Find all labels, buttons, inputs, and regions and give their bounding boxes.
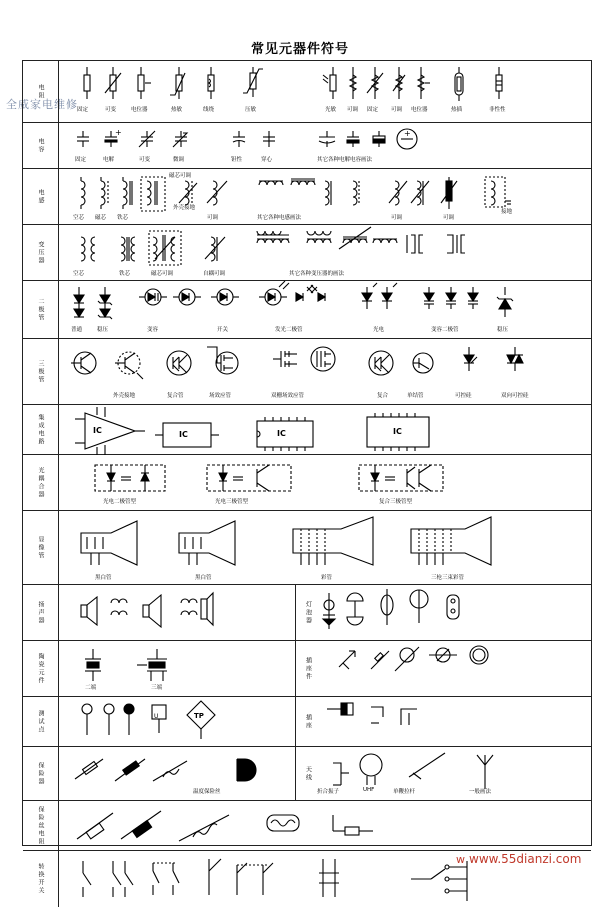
diode-caption: 光电 [373, 327, 385, 333]
resistor-caption: 可变 [105, 107, 117, 113]
row-label: 陶瓷元件 [23, 641, 59, 697]
resistor-caption: 热敏 [171, 107, 183, 113]
transformer-symbols [61, 225, 591, 280]
diode-symbol-set [61, 281, 591, 339]
inductor-symbols [61, 169, 591, 224]
inductor-caption: 可调 [391, 215, 403, 221]
capacitor-caption: 穿心 [261, 157, 273, 163]
inductor-caption: 可调 [207, 215, 219, 221]
optocoupler-caption: 复合三极管型 [379, 499, 413, 505]
antenna-caption: 单鞭拉杆 [393, 789, 416, 795]
resistor-symbols [61, 61, 591, 122]
footer-url[interactable] [456, 852, 581, 866]
optocoupler-caption: 光电二极管型 [103, 499, 137, 505]
resistor-caption: 光敏 [325, 107, 337, 113]
transistor-caption: 双栅场效应管 [271, 393, 305, 399]
capacitor-caption: 固定 [75, 157, 87, 163]
optocoupler-caption: 光电三极管型 [215, 499, 249, 505]
row-transformer [23, 225, 591, 281]
transformer-caption: 磁芯可调 [151, 271, 174, 277]
capacitor-caption: 其它各种电解电容画法 [317, 157, 373, 163]
row-ceramic-socket [23, 641, 591, 697]
ic-chip-label: IC [93, 426, 102, 435]
row-label: 灯泡器 [304, 601, 312, 625]
inductor-caption: 可调 [443, 215, 455, 221]
transistor-caption: 双向可控硅 [501, 393, 529, 399]
ic-chip-label: IC [393, 427, 402, 436]
row-label: 扬声器 [23, 585, 59, 641]
diode-caption: 稳压 [97, 327, 109, 333]
transistor-caption: 单结管 [407, 393, 424, 399]
inductor-caption: 磁芯可调 [169, 173, 192, 179]
antenna-caption: 折合振子 [317, 789, 340, 795]
resistor-caption: 热插 [451, 107, 463, 113]
crt-caption: 三枪三束彩管 [431, 575, 465, 581]
resistor-caption: 电位器 [411, 107, 428, 113]
resistor-caption: 固定 [77, 107, 89, 113]
svg-text:+: + [115, 128, 122, 137]
capacitor-symbols [61, 123, 591, 168]
row-label: 天线 [304, 766, 312, 782]
row-label: 三极管 [23, 339, 59, 404]
svg-text:+: + [404, 129, 411, 138]
capacitor-caption: 电解 [103, 157, 115, 163]
crt-symbols [61, 511, 591, 584]
row-diode [23, 281, 591, 339]
testpoint-tp-label: TP [194, 712, 204, 720]
diode-caption: 普通 [71, 327, 83, 333]
inductor-symbol-set [61, 169, 591, 225]
transistor-symbols [61, 339, 591, 404]
diode-caption: 变容二极管 [431, 327, 459, 333]
row-label: 电阻 [23, 61, 59, 122]
row-speaker-lamp [23, 585, 591, 641]
row-capacitor [23, 123, 591, 169]
inductor-caption: 其它各种电感画法 [257, 215, 302, 221]
resistor-caption: 线绕 [203, 107, 215, 113]
transformer-caption: 自耦可调 [203, 271, 226, 277]
capacitor-caption: 可变 [139, 157, 151, 163]
row-resistor [23, 61, 591, 123]
resistor-caption: 可调 [391, 107, 403, 113]
row-fuse-resistor [23, 801, 591, 851]
inductor-caption: 空芯 [73, 215, 85, 221]
ceramic-caption: 三端 [151, 685, 163, 691]
row-transistor [23, 339, 591, 405]
inductor-caption: 铁芯 [117, 215, 129, 221]
row-label: 集成电路 [23, 405, 59, 454]
row-label: 转换开关 [23, 851, 59, 907]
transformer-caption: 其它各种变压器的画法 [289, 271, 345, 277]
testpoint-u-label: U [154, 713, 159, 720]
resistor-caption: 固定 [367, 107, 379, 113]
testpoint-plug-symbol-set [61, 697, 591, 747]
inductor-caption: 接地 [501, 209, 513, 215]
row-label: 插座件 [304, 657, 312, 681]
ic-chip-label: IC [277, 429, 286, 438]
row-optocoupler [23, 455, 591, 511]
watermark: 全威家电维修 [6, 98, 78, 111]
diode-caption: 变容 [147, 327, 159, 333]
row-label: 电容 [23, 123, 59, 168]
row-label: 插座 [304, 714, 312, 730]
fuse-resistor-symbol-set [61, 801, 591, 851]
row-label: 保险器 [23, 747, 59, 801]
ceramic-socket-symbol-set [61, 641, 591, 697]
transistor-caption: 复合管 [167, 393, 184, 399]
footer-prefix: w [456, 853, 465, 866]
footer-url-text: www.55dianzi.com [469, 852, 582, 866]
resistor-symbol-set [61, 61, 591, 123]
row-testpoint-plug [23, 697, 591, 747]
ceramic-caption: 二端 [85, 685, 97, 691]
diode-caption: 开关 [217, 327, 229, 333]
crt-caption: 彩管 [321, 575, 333, 581]
row-label: 测试点 [23, 697, 59, 747]
resistor-caption: 压敏 [245, 107, 257, 113]
ic-chip-label: IC [179, 430, 188, 439]
transistor-caption: 可控硅 [455, 393, 472, 399]
transistor-caption: 外壳接地 [113, 393, 136, 399]
optocoupler-symbols [61, 455, 591, 510]
row-fuse-antenna [23, 747, 591, 801]
crt-caption: 黑白管 [95, 575, 112, 581]
inductor-caption: 外壳接地 [173, 205, 196, 211]
transformer-caption: 铁芯 [119, 271, 131, 277]
resistor-caption: 电位器 [131, 107, 148, 113]
row-label: 变压器 [23, 225, 59, 280]
diode-caption: 稳压 [497, 327, 509, 333]
antenna-caption: 一般画法 [469, 789, 492, 795]
capacitor-caption: 钽性 [231, 157, 243, 163]
page-title: 常见元器件符号 [250, 42, 349, 57]
capacitor-caption: 微调 [173, 157, 185, 163]
ic-symbols [61, 405, 591, 454]
transformer-caption: 空芯 [73, 271, 85, 277]
row-crt [23, 511, 591, 585]
transistor-caption: 复合 [377, 393, 389, 399]
speaker-lamp-symbol-set [61, 585, 591, 641]
row-label: 电感 [23, 169, 59, 224]
fuse-caption: 温度保险丝 [193, 789, 221, 795]
transistor-caption: 场效应管 [209, 393, 232, 399]
optocoupler-symbol-set [61, 455, 591, 511]
row-ic [23, 405, 591, 455]
crt-caption: 黑白管 [195, 575, 212, 581]
ic-symbol-set [61, 405, 591, 455]
resistor-caption: 非性性 [489, 107, 506, 113]
inductor-caption: 磁芯 [95, 215, 107, 221]
diode-caption: 发光二极管 [275, 327, 303, 333]
resistor-caption: 可调 [347, 107, 359, 113]
row-inductor [23, 169, 591, 225]
row-label: 显像管 [23, 511, 59, 584]
antenna-caption: UHF [363, 787, 375, 793]
row-label: 二极管 [23, 281, 59, 338]
row-label: 光耦合器 [23, 455, 59, 510]
row-label: 保险丝电阻 [23, 801, 59, 850]
diode-symbols [61, 281, 591, 338]
